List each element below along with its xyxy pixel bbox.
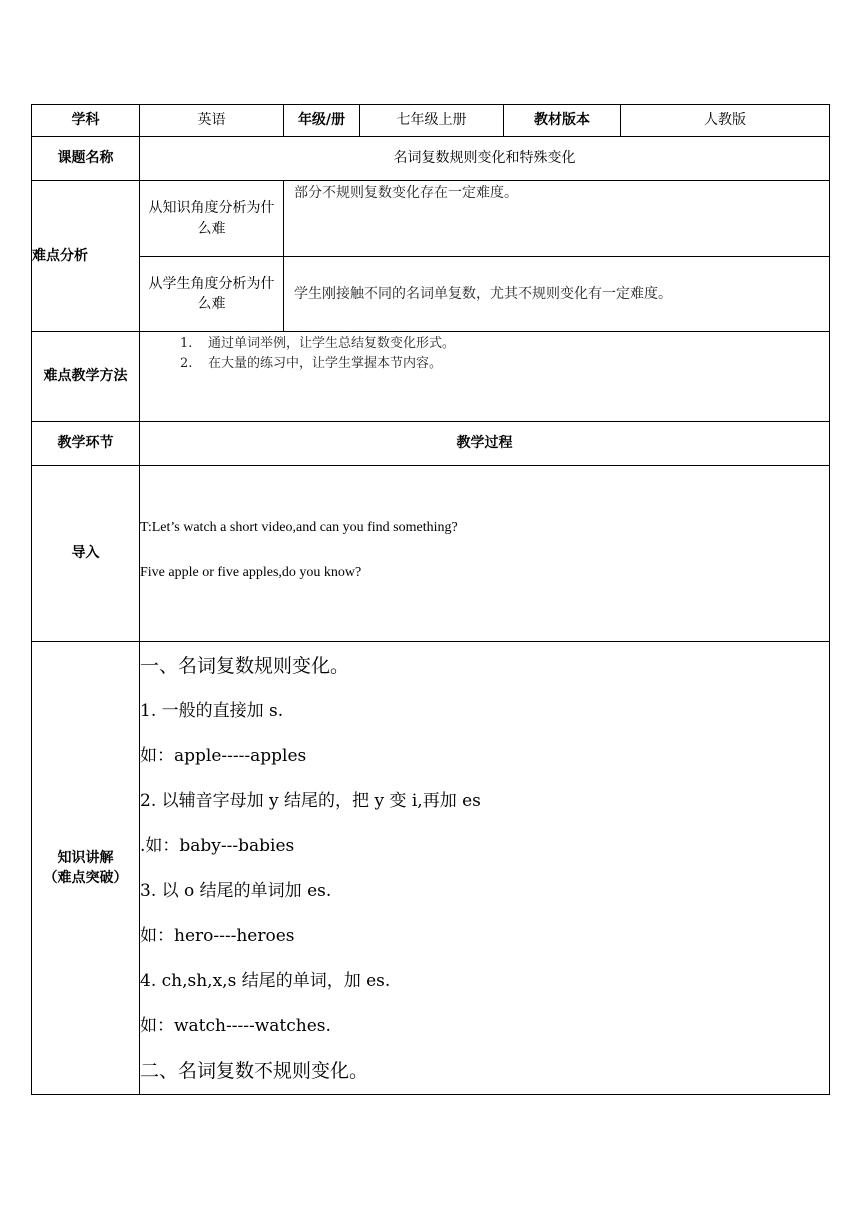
knowledge-angle-label: 从知识角度分析为什么难 <box>140 181 284 257</box>
intro-line: T:Let’s watch a short video,and can you find something? <box>140 520 458 535</box>
method-item-text: 在大量的练习中，让学生掌握本节内容。 <box>208 356 443 371</box>
knowledge-line: 二、名词复数不规则变化。 <box>140 1060 369 1082</box>
knowledge-line: .如：baby---babies <box>140 836 295 856</box>
knowledge-line: 一、名词复数规则变化。 <box>140 655 350 677</box>
method-item-text: 通过单词举例，让学生总结复数变化形式。 <box>208 336 456 351</box>
student-angle-text: 学生刚接触不同的名词单复数，尤其不规则变化有一定难度。 <box>284 257 830 332</box>
knowledge-line: 4. ch,sh,x,s 结尾的单词，加 es. <box>140 971 391 991</box>
edition-label: 教材版本 <box>504 105 621 137</box>
edition-value: 人教版 <box>621 105 830 137</box>
grade-value: 七年级上册 <box>360 105 504 137</box>
knowledge-line: 如：watch-----watches. <box>140 1016 331 1036</box>
intro-content <box>140 466 830 642</box>
knowledge-line: 如：apple-----apples <box>140 746 307 766</box>
knowledge-angle-text: 部分不规则复数变化存在一定难度。 <box>284 181 830 257</box>
grade-label: 年级/册 <box>284 105 360 137</box>
subject-value: 英语 <box>140 105 284 137</box>
info-row <box>32 105 830 137</box>
subject-label: 学科 <box>32 105 140 137</box>
knowledge-content <box>140 642 830 1095</box>
method-list <box>140 332 829 374</box>
knowledge-line: 如：hero----heroes <box>140 926 295 946</box>
method-item <box>140 354 829 374</box>
knowledge-label <box>32 642 140 1095</box>
difficulty-student-row <box>32 257 830 332</box>
difficulty-label: 难点分析 <box>32 181 140 332</box>
student-angle-label: 从学生角度分析为什么难 <box>140 257 284 332</box>
topic-row <box>32 137 830 181</box>
difficulty-knowledge-row <box>32 181 830 257</box>
lesson-plan-table <box>31 104 830 1095</box>
list-number: 2. <box>180 356 193 371</box>
knowledge-label-line2: （难点突破） <box>43 870 128 886</box>
knowledge-line: 1. 一般的直接加 s. <box>140 701 284 721</box>
intro-row <box>32 466 830 642</box>
method-list-cell <box>140 332 830 422</box>
intro-label: 导入 <box>32 466 140 642</box>
knowledge-row <box>32 642 830 1095</box>
knowledge-line: 3. 以 o 结尾的单词加 es. <box>140 881 332 901</box>
method-row <box>32 332 830 422</box>
stage-header: 教学环节 <box>32 422 140 466</box>
knowledge-label-line1: 知识讲解 <box>57 849 114 866</box>
intro-line: Five apple or five apples,do you know? <box>140 565 362 580</box>
topic-label: 课题名称 <box>32 137 140 181</box>
process-header: 教学过程 <box>140 422 830 466</box>
method-item <box>140 334 829 354</box>
list-number: 1. <box>180 336 193 351</box>
topic-value: 名词复数规则变化和特殊变化 <box>140 137 830 181</box>
method-label: 难点教学方法 <box>32 332 140 422</box>
knowledge-line: 2. 以辅音字母加 y 结尾的，把 y 变 i,再加 es <box>140 791 481 811</box>
process-header-row <box>32 422 830 466</box>
